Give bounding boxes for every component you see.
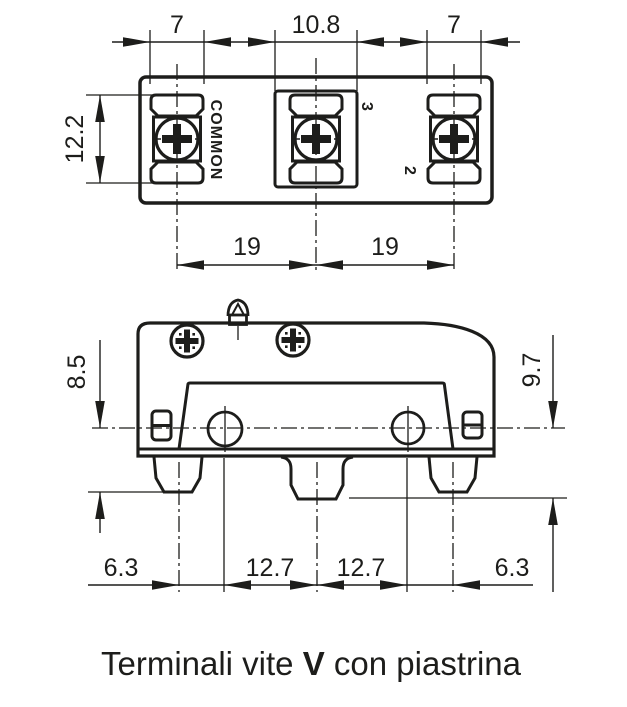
dim-label-12-2: 12.2 xyxy=(61,114,89,164)
screw-icon-right xyxy=(277,324,309,356)
cover-plate-outline xyxy=(179,383,453,449)
dim-label-7-right: 7 xyxy=(447,11,461,39)
bottom-dimension-chain xyxy=(88,554,533,590)
top-view xyxy=(61,11,520,272)
side-view xyxy=(63,300,567,592)
caption-suffix: con piastrina xyxy=(324,645,522,682)
terminal-common xyxy=(151,95,203,183)
label-common: COMMON xyxy=(207,99,224,181)
caption xyxy=(101,645,522,682)
dim-label-12-7-right: 12.7 xyxy=(336,554,386,582)
dim-label-6-3-right: 6.3 xyxy=(494,554,530,582)
lug-left xyxy=(154,457,202,492)
side-slot-left xyxy=(152,411,171,440)
label-terminal-3: 3 xyxy=(358,102,375,112)
label-terminal-2: 2 xyxy=(401,166,418,176)
caption-prefix: Terminali vite xyxy=(100,645,303,682)
screw-icon-left xyxy=(171,325,203,357)
caption-variant-letter: V xyxy=(302,645,325,682)
dim-label-19-left: 19 xyxy=(233,233,261,261)
dim-label-12-7-left: 12.7 xyxy=(245,554,295,582)
dim-label-10-8: 10.8 xyxy=(291,11,341,39)
dim-label-7-left: 7 xyxy=(170,11,184,39)
dim-label-8-5: 8.5 xyxy=(63,354,91,390)
dimension-8-5 xyxy=(63,340,165,533)
plunger-pin xyxy=(228,300,248,340)
dim-label-6-3-left: 6.3 xyxy=(103,554,139,582)
terminal-2 xyxy=(428,95,480,183)
side-slot-right xyxy=(463,412,482,438)
dim-label-19-right: 19 xyxy=(371,233,399,261)
dim-label-9-7: 9.7 xyxy=(518,352,546,388)
